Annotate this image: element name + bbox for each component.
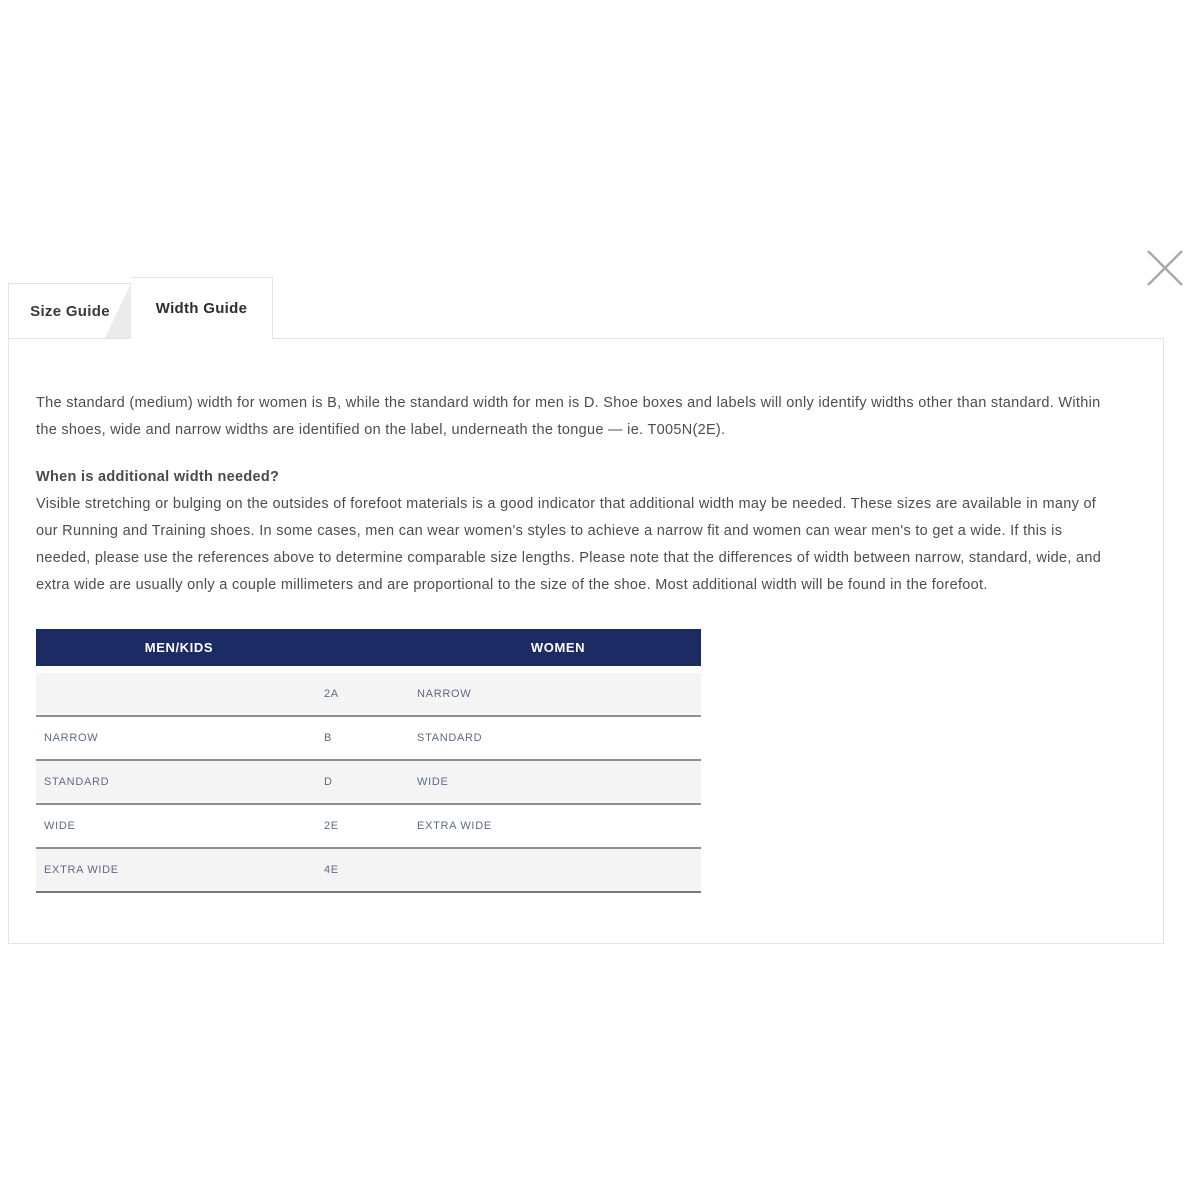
tab-size-guide-label: Size Guide [30, 302, 110, 320]
cell-code: 4E [323, 864, 339, 876]
width-guide-panel [8, 338, 1164, 944]
cell-code: D [323, 776, 333, 788]
table-row [36, 805, 701, 849]
cell-menkids: NARROW [44, 732, 99, 744]
table-row [36, 717, 701, 761]
cell-women: STANDARD [417, 732, 483, 744]
section-heading: When is additional width needed? [36, 469, 280, 485]
cell-menkids: EXTRA WIDE [44, 864, 119, 876]
cell-women: WIDE [417, 776, 449, 788]
table-header-gap [36, 666, 701, 673]
table-row [36, 673, 701, 717]
cell-code: 2E [323, 820, 339, 832]
table-row [36, 761, 701, 805]
cell-menkids: WIDE [44, 820, 76, 832]
cell-women: EXTRA WIDE [417, 820, 492, 832]
table-header-menkids: MEN/KIDS [144, 640, 214, 655]
width-conversion-table [36, 629, 701, 893]
cell-menkids: STANDARD [44, 776, 110, 788]
table-header-row [36, 629, 701, 666]
cell-women: NARROW [417, 688, 472, 700]
cell-code: 2A [323, 688, 339, 700]
table-header-women: WOMEN [530, 640, 586, 655]
cell-code: B [323, 732, 332, 744]
table-row [36, 849, 701, 893]
tab-width-guide-label: Width Guide [155, 300, 248, 317]
close-button[interactable] [1141, 244, 1189, 292]
section-body-paragraph: Visible stretching or bulging on the outsides of forefoot materials is a good indicator that additional width may be needed. These sizes are available in many of our Running and Training shoes. In some cases, men can wear women's styles to achieve a narrow fit and women can wear men's to get a wide. If this is needed, please use the references above to determine comparable size lengths. Please note that the differences of width between narrow, standard, wide, and extra wide are usually only a couple millimeters and are proportional to the size of the shoe. Most additional width will be found in the forefoot. [36, 496, 1102, 593]
close-icon [1144, 247, 1186, 289]
tab-fold-decoration [105, 283, 131, 338]
intro-paragraph: The standard (medium) width for women is B, while the standard width for men is D. Shoe boxes and labels will only identify widths other than standard. Within the shoes, wide and narrow widths are identified on the label, underneath the tongue — ie. T005N(2E). [36, 395, 1101, 438]
tab-width-guide[interactable] [131, 277, 273, 339]
